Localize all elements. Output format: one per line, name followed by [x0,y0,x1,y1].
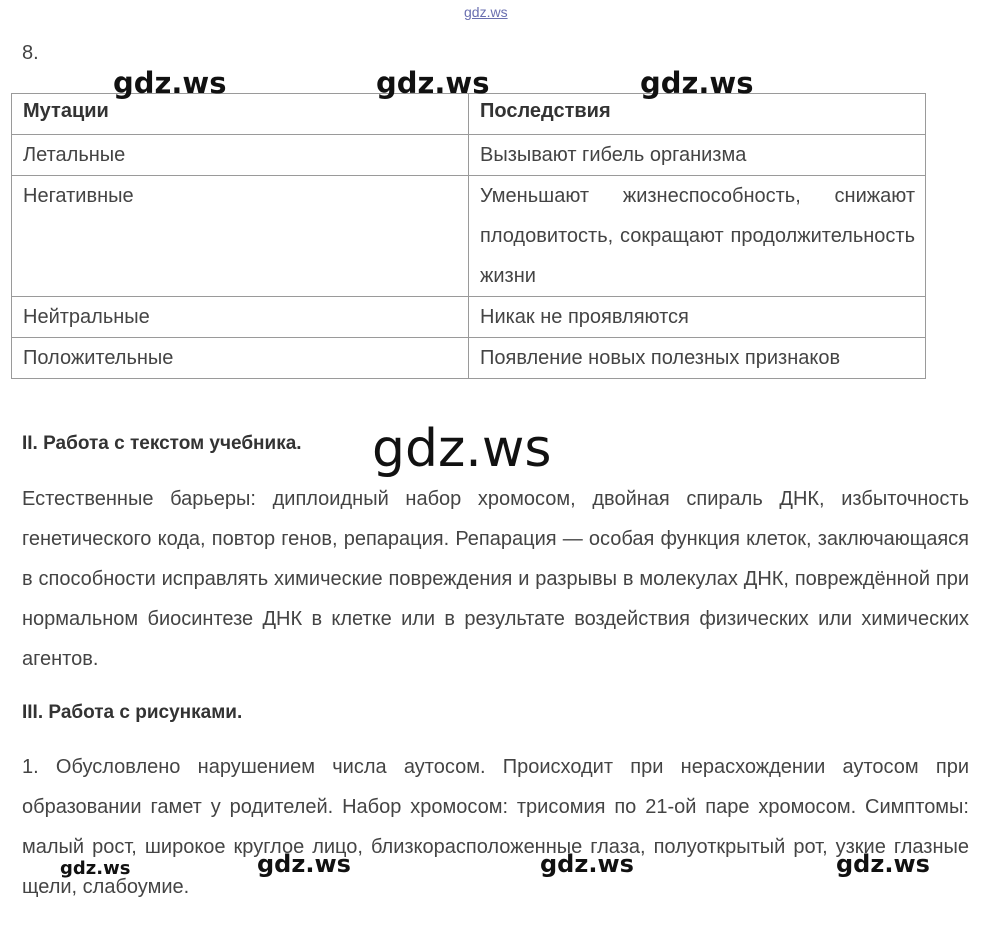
watermark: gdz.ws [540,850,634,878]
table-cell-consequence: Никак не проявляются [469,297,926,338]
watermark-top[interactable]: gdz.ws [464,4,508,20]
mutations-table [11,93,926,379]
watermark: gdz.ws [113,66,227,100]
table-header-consequences: Последствия [469,94,926,135]
watermark: gdz.ws [836,850,930,878]
section3-text: 1. Обусловлено нарушением числа аутосом. Происходит при нерасхождении аутосом при образовании гамет у родителей. Набор хромосом: трисомия по 21-ой паре хромосом. Симптомы: малый рост, широкое круглое лицо, близкорасположенные глаза, полуоткрытый рот, узкие глазные щели, слабоумие. [22,756,969,898]
table-cell-consequence: Появление новых полезных признаков [469,338,926,379]
table-header-mutations: Мутации [12,94,469,135]
table-row [12,135,926,176]
table-row [12,176,926,297]
watermark: gdz.ws [640,66,754,100]
table-cell-mutation: Нейтральные [12,297,469,338]
watermark: gdz.ws [376,66,490,100]
table-cell-consequence: Уменьшают жизнеспособность, снижают плодовитость, сокращают продолжительность жизни [469,176,926,297]
table-cell-mutation: Летальные [12,135,469,176]
table-cell-mutation: Положительные [12,338,469,379]
table-row [12,338,926,379]
table-cell-mutation: Негативные [12,176,469,297]
watermark-center: gdz.ws [372,419,552,479]
section2-text: Естественные барьеры: диплоидный набор хромосом, двойная спираль ДНК, избыточность генетического кода, повтор генов, репарация. Репарация — особая функция клеток, заключающаяся в способности исправлять химические повреждения и разрывы в молекулах ДНК, повреждённой при нормальном биосинтезе ДНК в клетке или в результате воздействия физических или химических агентов. [22,488,969,670]
section3-heading: III. Работа с рисунками. [22,702,243,723]
watermark: gdz.ws [257,850,351,878]
table-row [12,297,926,338]
section2-heading: II. Работа с текстом учебника. [22,433,302,454]
table-cell-consequence: Вызывают гибель организма [469,135,926,176]
task-number: 8. [22,42,39,64]
watermark: gdz.ws [60,858,131,879]
